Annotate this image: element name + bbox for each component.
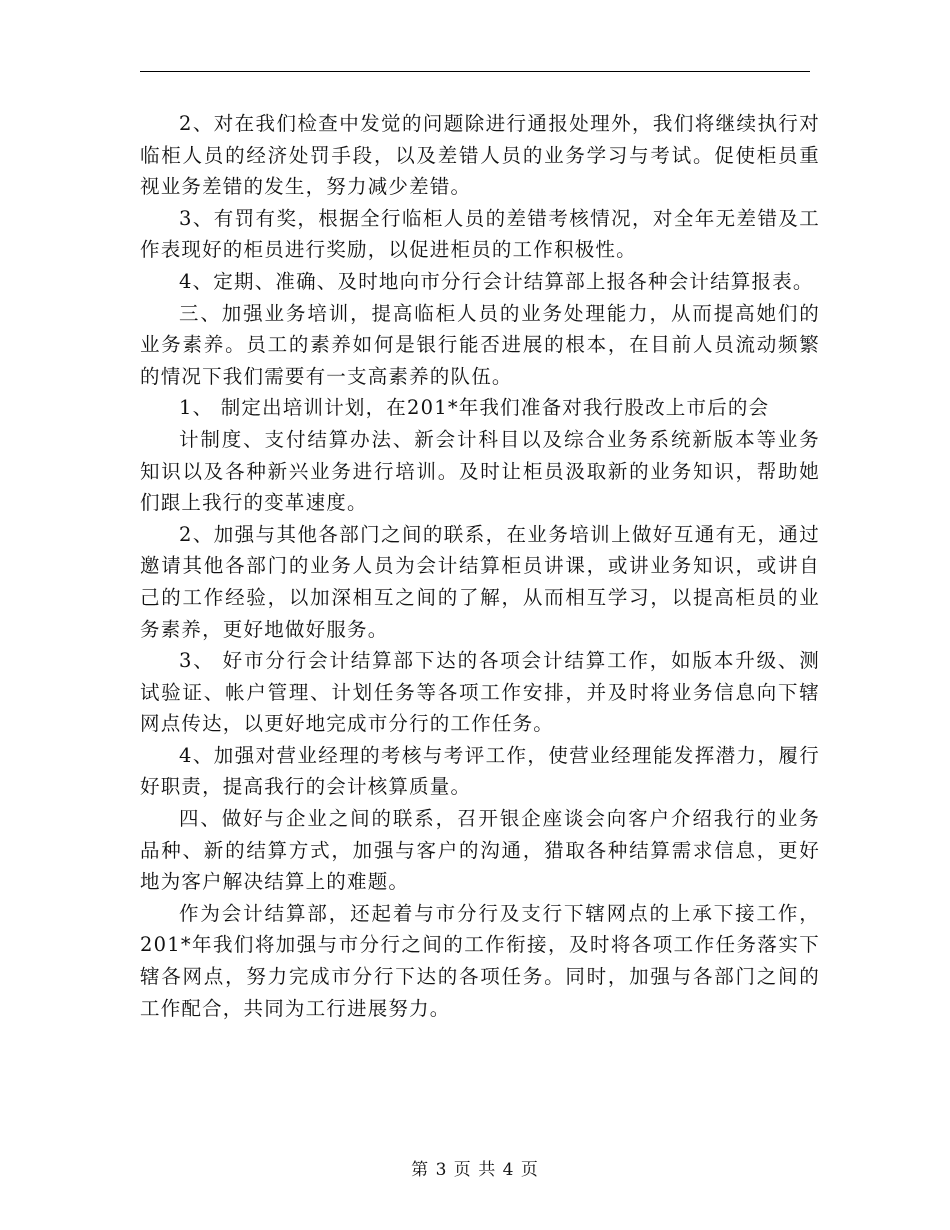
paragraph: 1、 制定出培训计划，在201*年我们准备对我行股改上市后的会 [179, 396, 770, 420]
document-body [140, 108, 820, 1024]
paragraph: 3、 好市分行会计结算部下达的各项会计结算工作，如版本升级、测试验证、帐户管理、计划任务等各项工作安排，并及时将业务信息向下辖网点传达，以更好地完成市分行的工作任务。 [140, 649, 820, 736]
paragraph: 3、有罚有奖，根据全行临柜人员的差错考核情况，对全年无差错及工作表现好的柜员进行奖励，以促进柜员的工作积极性。 [140, 206, 820, 262]
paragraph: 2、加强与其他各部门之间的联系，在业务培训上做好互通有无，通过邀请其他各部门的业务人员为会计结算柜员讲课，或讲业务知识，或讲自己的工作经验，以加深相互之间的了解，从而相互学习，以提高柜员的业务素养，更好地做好服务。 [140, 522, 820, 641]
page-number-footer: 第 3 页 共 4 页 [411, 1160, 539, 1180]
paragraph: 4、定期、准确、及时地向市分行会计结算部上报各种会计结算报表。 [179, 269, 814, 293]
header-rule [140, 71, 810, 72]
paragraph: 四、做好与企业之间的联系，召开银企座谈会向客户介绍我行的业务品种、新的结算方式，加强与客户的沟通，猎取各种结算需求信息，更好地为客户解决结算上的难题。 [140, 807, 820, 894]
paragraph: 2、对在我们检查中发觉的问题除进行通报处理外，我们将继续执行对临柜人员的经济处罚手段，以及差错人员的业务学习与考试。促使柜员重视业务差错的发生，努力减少差错。 [140, 112, 820, 199]
paragraph: 4、加强对营业经理的考核与考评工作，使营业经理能发挥潜力，履行好职责，提高我行的会计核算质量。 [140, 743, 820, 799]
paragraph: 作为会计结算部，还起着与市分行及支行下辖网点的上承下接工作，201*年我们将加强与市分行之间的工作衔接，及时将各项工作任务落实下辖各网点，努力完成市分行下达的各项任务。同时，加强与各部门之间的工作配合，共同为工行进展努力。 [140, 901, 820, 1020]
paragraph: 计制度、支付结算办法、新会计科目以及综合业务系统新版本等业务知识以及各种新兴业务进行培训。及时让柜员汲取新的业务知识，帮助她们跟上我行的变革速度。 [140, 427, 820, 515]
paragraph: 三、加强业务培训，提高临柜人员的业务处理能力，从而提高她们的业务素养。员工的素养如何是银行能否进展的根本，在目前人员流动频繁的情况下我们需要有一支高素养的队伍。 [140, 301, 820, 388]
